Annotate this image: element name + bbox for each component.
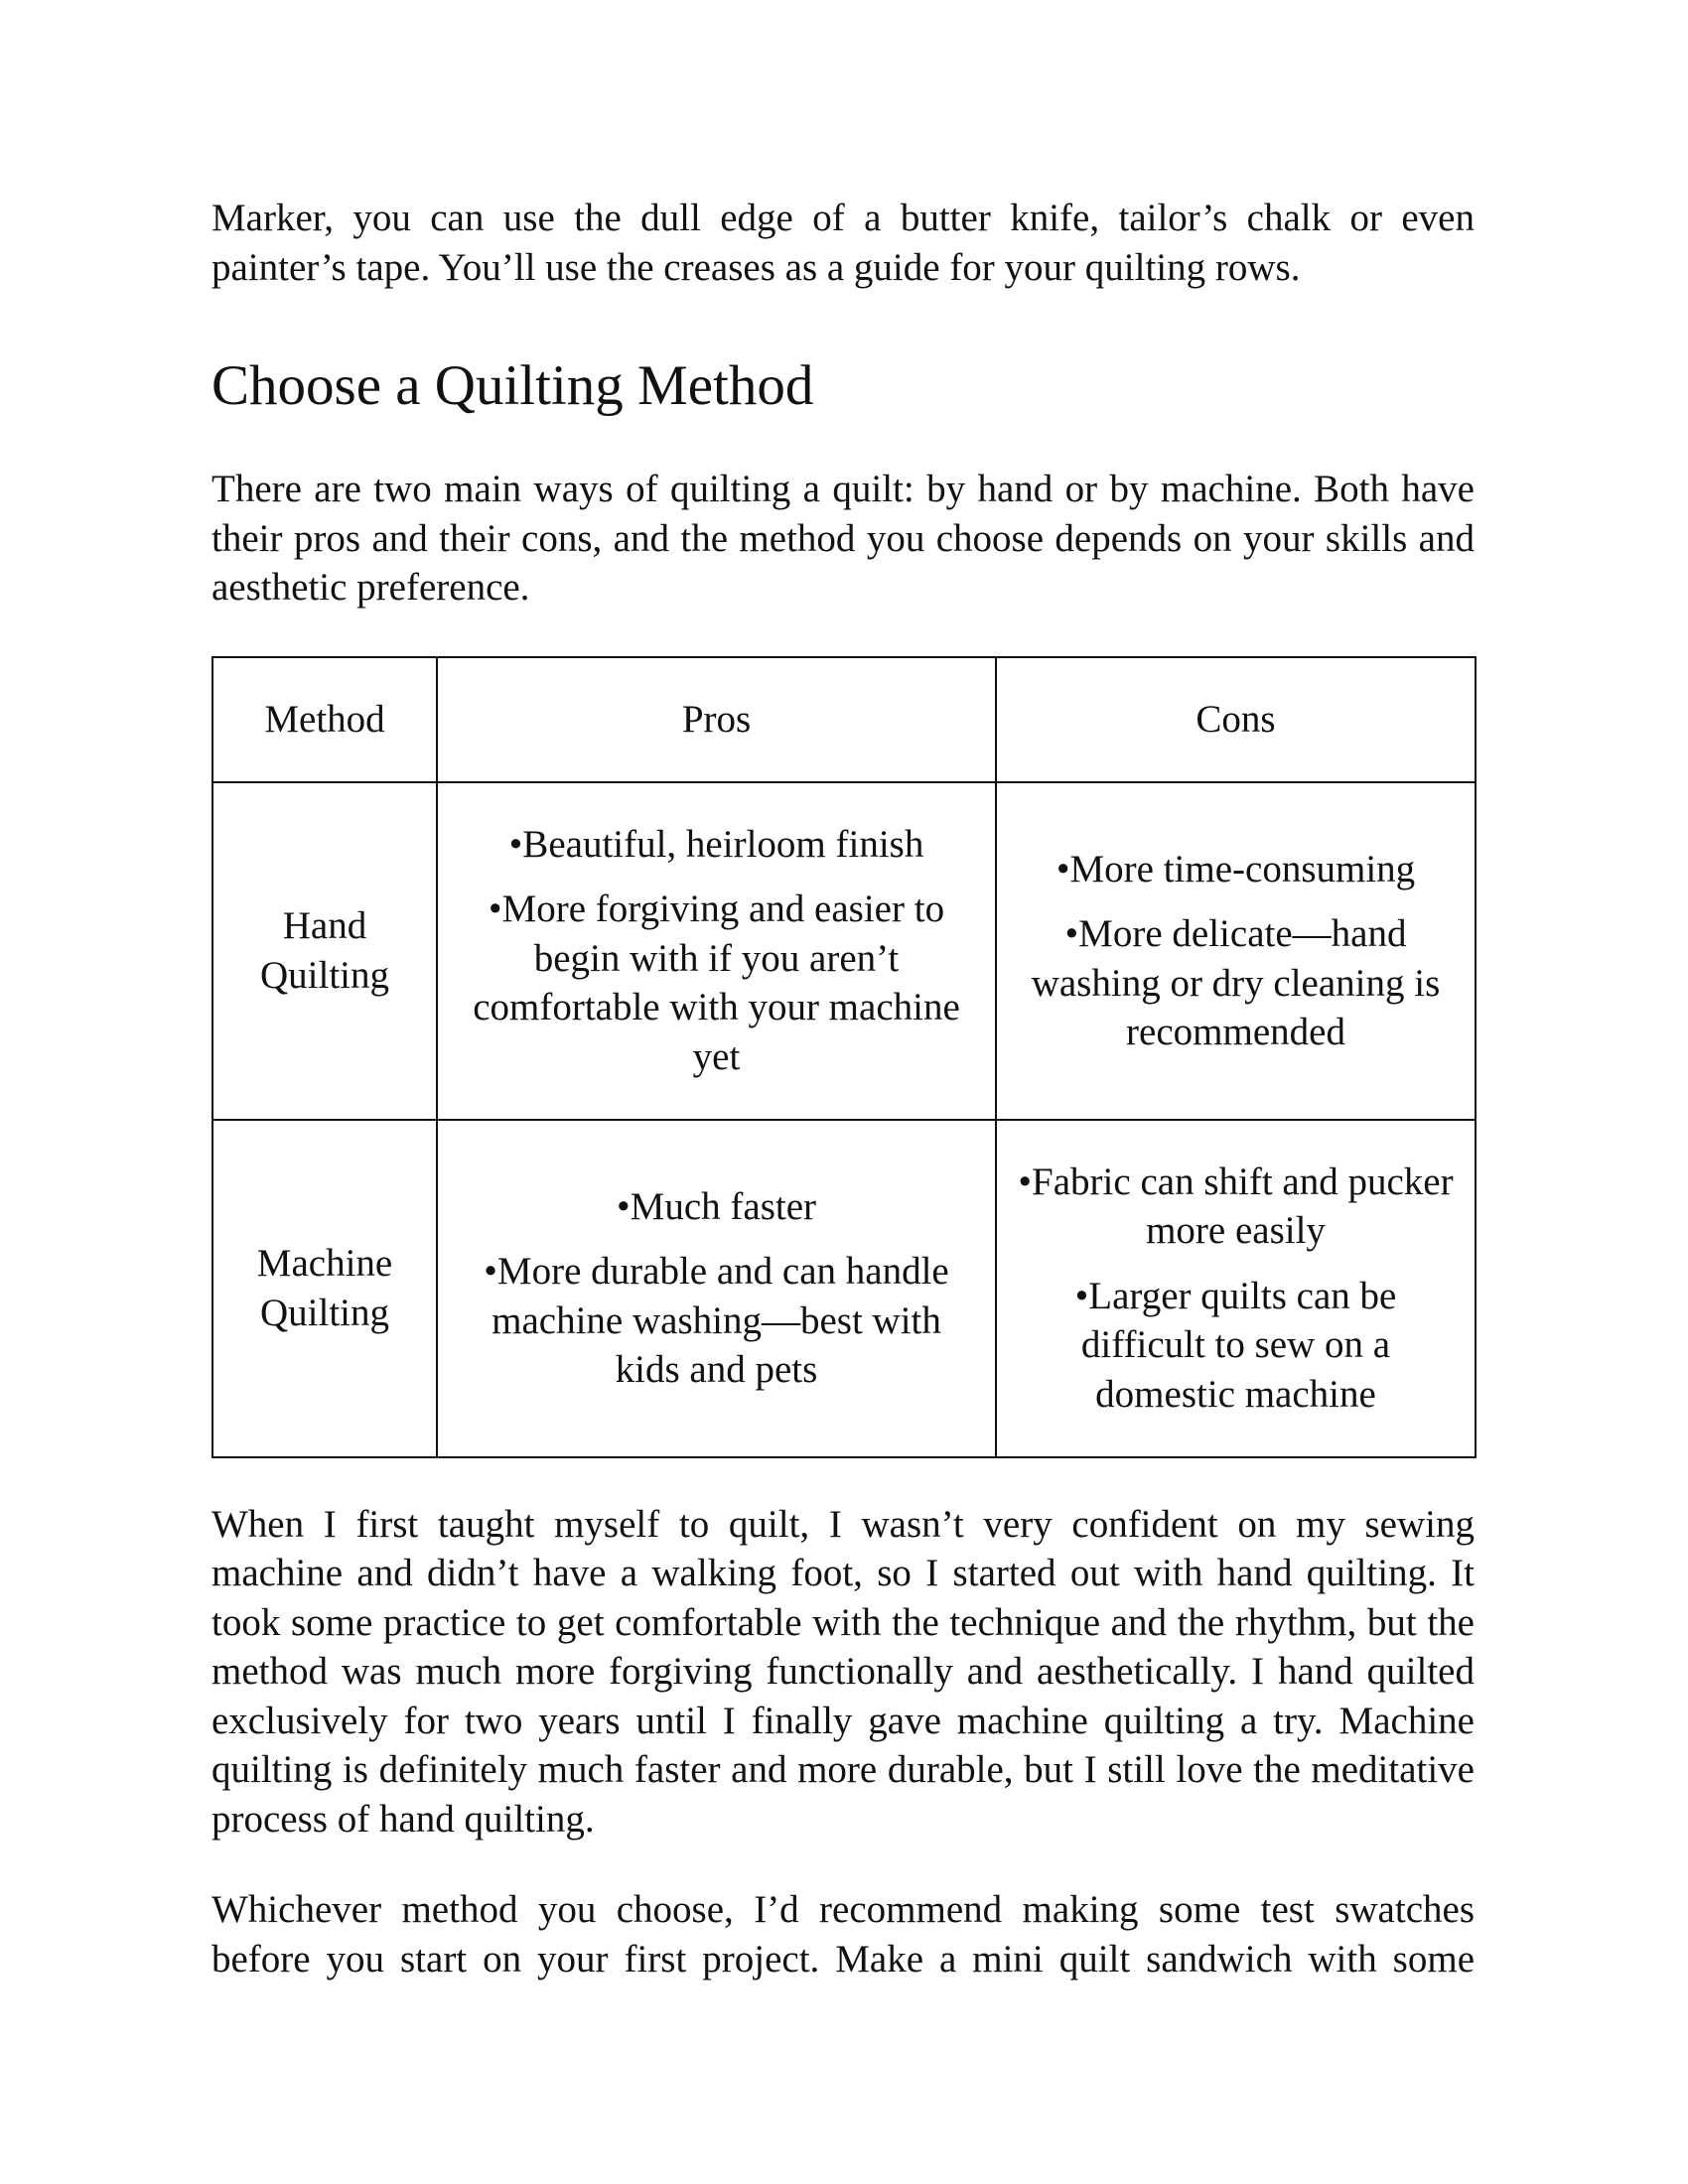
section-heading: Choose a Quilting Method bbox=[211, 354, 814, 417]
header-method: Method bbox=[212, 657, 437, 782]
cons-item: •More time-consuming bbox=[1055, 847, 1416, 890]
cons-item: •More delicate—hand washing or dry cleaning is recommended bbox=[1031, 912, 1441, 1053]
document-page bbox=[211, 194, 1475, 1983]
pros-cell bbox=[437, 1120, 996, 1457]
intro-paragraph: Marker, you can use the dull edge of a butter knife, tailor’s chalk or even painter’s tape. You’ll use the creases as a guide for your quilting rows. bbox=[211, 197, 1475, 289]
quilting-methods-table bbox=[211, 656, 1477, 1458]
pros-item: •More durable and can handle machine washing—best with kids and pets bbox=[484, 1250, 949, 1391]
cons-cell bbox=[996, 1120, 1476, 1457]
table-header-row bbox=[212, 657, 1476, 782]
cons-item: •Fabric can shift and pucker more easily bbox=[1018, 1160, 1454, 1253]
pros-item: •Beautiful, heirloom finish bbox=[508, 822, 924, 866]
header-pros: Pros bbox=[437, 657, 996, 782]
table-row-hand-quilting bbox=[212, 782, 1476, 1120]
pros-cell bbox=[437, 782, 996, 1120]
pros-item: •Much faster bbox=[617, 1184, 816, 1228]
header-cons: Cons bbox=[996, 657, 1476, 782]
cons-item: •Larger quilts can be difficult to sew on a domestic machine bbox=[1074, 1274, 1397, 1416]
story-paragraph: When I first taught myself to quilt, I wasn’t very confident on my sewing machine and didn’t have a walking foot, so I started out with hand quilting. It took some practice to get comfortable with the technique and the rhythm, but the method was much more forgiving functionally and aesthetically. I hand quilted exclusively for two years until I finally gave machine quilting a try. Machine quilting is definitely much faster and more durable, but I still love the meditative process of hand quilting. bbox=[211, 1502, 1475, 1841]
method-cell: Machine Quilting bbox=[212, 1120, 437, 1457]
closing-paragraph: Whichever method you choose, I’d recommend making some test swatches before you start on your first project. Make a mini quilt sandwich with some bbox=[211, 1888, 1475, 1980]
method-cell: Hand Quilting bbox=[212, 782, 437, 1120]
cons-cell bbox=[996, 782, 1476, 1120]
pros-item: •More forgiving and easier to begin with if you aren’t comfortable with your machine yet bbox=[473, 887, 960, 1078]
methods-paragraph: There are two main ways of quilting a quilt: by hand or by machine. Both have their pros and their cons, and the method you choose depends on your skills and aesthetic preference. bbox=[211, 468, 1475, 609]
table-row-machine-quilting bbox=[212, 1120, 1476, 1457]
